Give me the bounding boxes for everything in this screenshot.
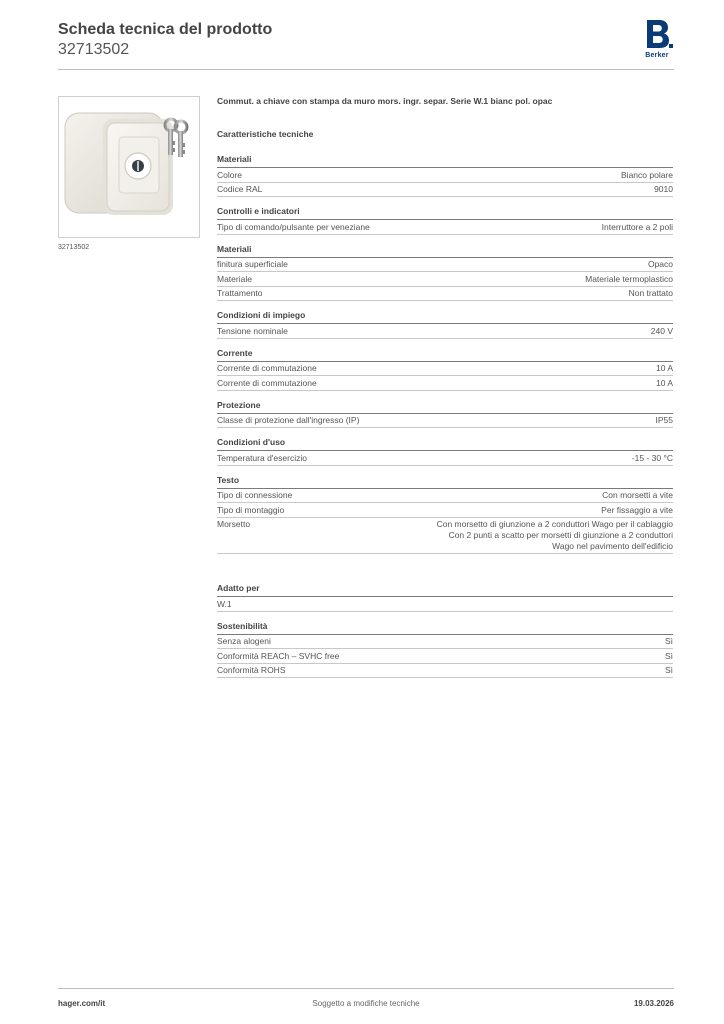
berker-b-logo-icon — [640, 17, 674, 51]
spec-row — [217, 635, 673, 650]
spec-row — [217, 649, 673, 664]
spec-row — [217, 287, 673, 302]
spec-value-line: Con morsetto di giunzione a 2 conduttori Wago per il cablaggio — [436, 519, 673, 529]
image-caption: 32713502 — [58, 244, 90, 251]
section-title: Testo — [217, 475, 673, 489]
page-footer — [58, 988, 674, 1018]
spec-value: Non trattato — [628, 288, 673, 298]
spec-label: W.1 — [217, 598, 232, 609]
footer-note: Soggetto a modifiche tecniche — [312, 999, 420, 1008]
section-title: Sostenibilità — [217, 621, 673, 635]
spec-section — [217, 437, 673, 466]
spec-label: Tipo di connessione — [217, 490, 293, 500]
spec-value: Sì — [664, 636, 673, 646]
spec-label: Corrente di commutazione — [217, 377, 317, 388]
spec-row — [217, 258, 673, 273]
spec-row — [217, 183, 673, 198]
spec-row — [217, 664, 673, 679]
spec-label: Colore — [217, 169, 243, 180]
spec-row — [217, 597, 673, 612]
spec-value: Opaco — [647, 259, 673, 269]
spec-row — [217, 503, 673, 518]
spec-row — [217, 324, 673, 339]
section-title: Condizioni di impiego — [217, 310, 673, 324]
spec-section — [217, 244, 673, 302]
spec-row — [217, 220, 673, 235]
spec-value-line: Con 2 punti a scatto per morsetti di giunzione a 2 conduttori — [448, 530, 673, 540]
characteristics-heading: Caratteristiche tecniche — [217, 129, 314, 139]
brand-name: Berker — [645, 52, 669, 59]
spec-label: Tipo di comando/pulsante per veneziane — [217, 221, 370, 232]
spec-section — [217, 206, 673, 235]
spec-value: IP55 — [655, 415, 673, 425]
spec-sections-extra — [217, 583, 673, 678]
spec-value: Materiale termoplastico — [585, 273, 673, 284]
spec-label: Temperatura d'esercizio — [217, 452, 307, 463]
spec-label: Materiale — [217, 273, 252, 284]
spec-row — [217, 414, 673, 429]
spec-row — [217, 518, 673, 555]
spec-label: Classe di protezione dall'ingresso (IP) — [217, 415, 360, 425]
spec-section — [217, 621, 673, 679]
spec-row — [217, 376, 673, 391]
spec-sections — [217, 154, 673, 554]
footer-website: hager.com/it — [58, 999, 106, 1008]
spec-label: Corrente di commutazione — [217, 363, 317, 373]
spec-value: 240 V — [650, 325, 673, 336]
spec-section — [217, 475, 673, 555]
spec-section — [217, 583, 673, 612]
spec-label: Tipo di montaggio — [217, 504, 285, 515]
spec-value: Per fissaggio a vite — [601, 504, 673, 515]
spec-label: Senza alogeni — [217, 636, 271, 646]
spec-section — [217, 154, 673, 197]
spec-label: finitura superficiale — [217, 259, 288, 269]
spec-value: Sì — [664, 665, 673, 675]
section-title: Materiali — [217, 154, 673, 168]
spec-value — [437, 519, 673, 552]
footer-date: 19.03.2026 — [633, 999, 674, 1008]
spec-label: Conformità ROHS — [217, 665, 286, 675]
page-header — [58, 20, 674, 70]
spec-label: Codice RAL — [217, 184, 263, 194]
section-title: Adatto per — [217, 583, 673, 597]
spec-section — [217, 348, 673, 391]
section-title: Corrente — [217, 348, 673, 362]
spec-label: Tensione nominale — [217, 325, 288, 336]
spec-section — [217, 310, 673, 339]
brand-logo — [640, 17, 674, 59]
spec-value: Bianco polare — [621, 169, 673, 180]
spec-row — [217, 168, 673, 183]
section-gap — [217, 563, 673, 583]
page-title: Scheda tecnica del prodotto — [58, 21, 273, 38]
spec-value: Interruttore a 2 poli — [601, 221, 673, 232]
specs-content — [217, 96, 673, 687]
spec-row — [217, 451, 673, 466]
spec-section — [217, 400, 673, 429]
spec-value: 10 A — [655, 377, 673, 388]
spec-label: Conformità REACh – SVHC free — [217, 650, 340, 661]
spec-row — [217, 362, 673, 377]
spec-label: Trattamento — [217, 288, 263, 298]
spec-row — [217, 489, 673, 504]
spec-value-line: Wago nel pavimento dell'edificio — [552, 541, 673, 551]
section-title: Condizioni d'uso — [217, 437, 673, 451]
product-code: 32713502 — [58, 41, 130, 58]
section-title: Materiali — [217, 244, 673, 258]
spec-value: Con morsetti a vite — [602, 490, 673, 500]
section-title: Protezione — [217, 400, 673, 414]
spec-value: -15 - 30 °C — [631, 452, 673, 463]
section-title: Controlli e indicatori — [217, 206, 673, 220]
spec-label: Morsetto — [217, 519, 251, 529]
spec-row — [217, 272, 673, 287]
key-switch-illustration-icon — [59, 97, 199, 237]
product-description: Commut. a chiave con stampa da muro mors. ingr. separ. Serie W.1 bianc pol. opac — [217, 96, 553, 106]
spec-value: 9010 — [654, 184, 673, 194]
spec-value: Sì — [664, 650, 673, 661]
spec-value: 10 A — [655, 363, 673, 373]
product-image — [58, 96, 200, 238]
